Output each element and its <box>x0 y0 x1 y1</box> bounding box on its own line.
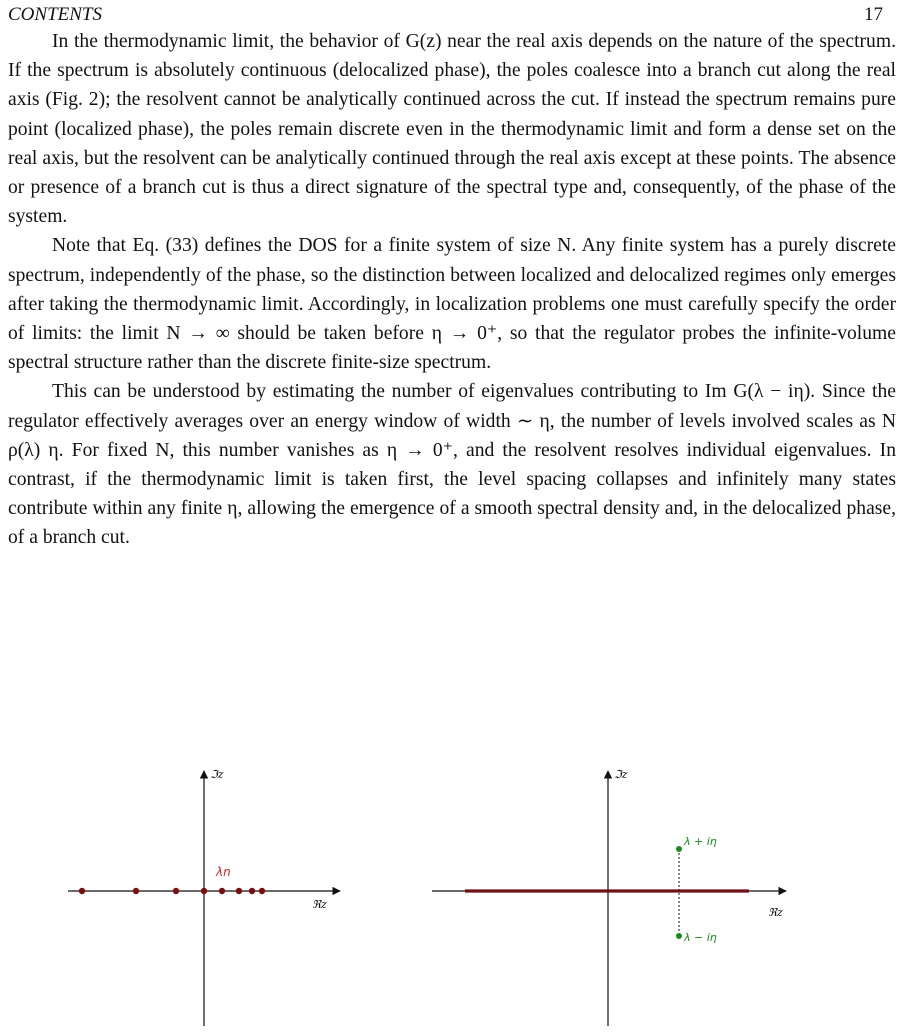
left-imag-axis-label: ℑz <box>210 768 224 781</box>
running-head: CONTENTS <box>8 4 102 25</box>
right-panel <box>432 768 786 1026</box>
pole-3 <box>173 888 179 894</box>
lower-point <box>676 933 682 939</box>
left-real-axis-label: ℜz <box>312 898 327 911</box>
left-panel <box>68 768 340 1026</box>
pole-6 <box>236 888 242 894</box>
paragraph-1: In the thermodynamic limit, the behavior of G(z) near the real axis depends on the nature of the spectrum. If the spectrum is absolutely continuous (delocalized phase), the poles coalesce into a branch cut along the real axis (Fig. 2); the resolvent cannot be analytically continued across the cut. If instead the spectrum remains pure point (localized phase), the poles remain discrete even in the thermodynamic limit and form a dense set on the real axis, but the resolvent can be analytically continued through the real axis except at these points. The absence or presence of a branch cut is thus a direct signature of the spectral type and, consequently, of the phase of the system. <box>8 31 896 228</box>
body-text <box>8 27 896 553</box>
paragraph-3: This can be understood by estimating the number of eigenvalues contributing to Im G(λ − iη). Since the regulator effectively averages over an energy window of width ∼ η, the number of levels involved scales as N ρ(λ) η. For fixed N, this number vanishes as η → 0⁺, and the resolvent resolves individual eigenvalues. In contrast, if the thermodynamic limit is taken first, the level spacing collapses and infinitely many states contribute within any finite η, allowing the emergence of a smooth spectral density and, in the delocalized phase, of a branch cut. <box>8 381 896 549</box>
right-real-axis-label: ℜz <box>768 906 783 919</box>
page-number: 17 <box>864 4 883 25</box>
pole-1 <box>79 888 85 894</box>
pole-label: λn <box>216 865 231 879</box>
lower-point-label: λ − iη <box>684 931 717 944</box>
figure-svg <box>0 760 901 1032</box>
pole-2 <box>133 888 139 894</box>
figure-2 <box>0 760 901 1032</box>
right-imag-axis-label: ℑz <box>614 768 628 781</box>
paragraph-2: Note that Eq. (33) defines the DOS for a finite system of size N. Any finite system has a purely discrete spectrum, independently of the phase, so the distinction between localized and delocalized regimes only emerges after taking the thermodynamic limit. Accordingly, in localization problems one must carefully specify the order of limits: the limit N → ∞ should be taken before η → 0⁺, so that the regulator probes the infinite-volume spectral structure rather than the discrete finite-size spectrum. <box>8 235 896 374</box>
pole-7 <box>249 888 255 894</box>
pole-4 <box>201 888 207 894</box>
pole-5 <box>219 888 225 894</box>
pole-8 <box>259 888 265 894</box>
upper-point-label: λ + iη <box>684 835 717 848</box>
upper-point <box>676 846 682 852</box>
